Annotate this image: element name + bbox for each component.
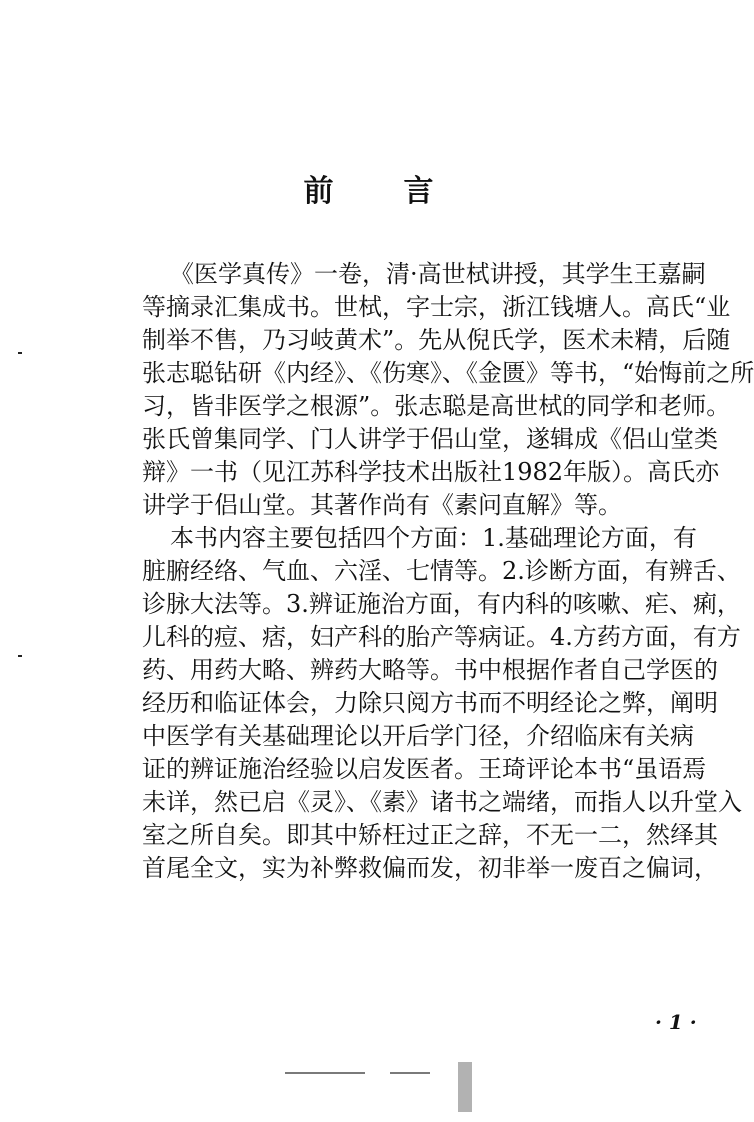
text-line: 经历和临证体会，力除只阅方书而不明经论之弊，阐明 [142,689,718,717]
page-number: · 1 · [655,1010,697,1034]
page-title: 前言 [303,174,504,209]
text-line: 等摘录汇集成书。世栻，字士宗，浙江钱塘人。高氏“业 [142,293,731,321]
text-line: 证的辨证施治经验以启发医者。王琦评论本书“虽语焉 [142,755,707,783]
scan-artifact [18,655,22,657]
text-line: 脏腑经络、气血、六淫、七情等。2.诊断方面，有辨舌、 [142,557,741,585]
text-line: 未详，然已启《灵》、《素》诸书之端绪，而指人以升堂入 [142,788,742,816]
text-line: 辩》一书（见江苏科学技术出版社1982年版）。高氏亦 [142,458,720,486]
text-line: 习，皆非医学之根源”。张志聪是高世栻的同学和老师。 [142,392,731,420]
text-line: 室之所自矣。即其中矫枉过正之辞，不无一二，然绎其 [142,821,718,849]
text-line: 张志聪钻研《内经》、《伤寒》、《金匮》等书，“始悔前之所 [142,359,754,387]
text-line: 《医学真传》一卷，清·高世栻讲授，其学生王嘉嗣 [170,260,706,288]
scan-artifact [458,1062,472,1112]
scan-artifact [390,1072,430,1074]
body-text [142,258,754,885]
text-line: 首尾全文，实为补弊救偏而发，初非举一废百之偏词， [142,854,718,882]
scan-artifact [285,1072,365,1074]
text-line: 中医学有关基础理论以开后学门径，介绍临床有关病 [142,722,694,750]
text-line: 讲学于侣山堂。其著作尚有《素问直解》等。 [142,491,622,519]
text-line: 儿科的痘、痞，妇产科的胎产等病证。4.方药方面，有方 [142,623,741,651]
text-line: 诊脉大法等。3.辨证施治方面，有内科的咳嗽、疟、痢， [142,590,741,618]
text-line: 本书内容主要包括四个方面：1.基础理论方面，有 [170,524,697,552]
text-line: 张氏曾集同学、门人讲学于侣山堂，遂辑成《侣山堂类 [142,425,718,453]
text-line: 药、用药大略、辨药大略等。书中根据作者自己学医的 [142,656,718,684]
text-line: 制举不售，乃习岐黄术”。先从倪氏学，医术未精，后随 [142,326,731,354]
scan-artifact [18,352,22,354]
